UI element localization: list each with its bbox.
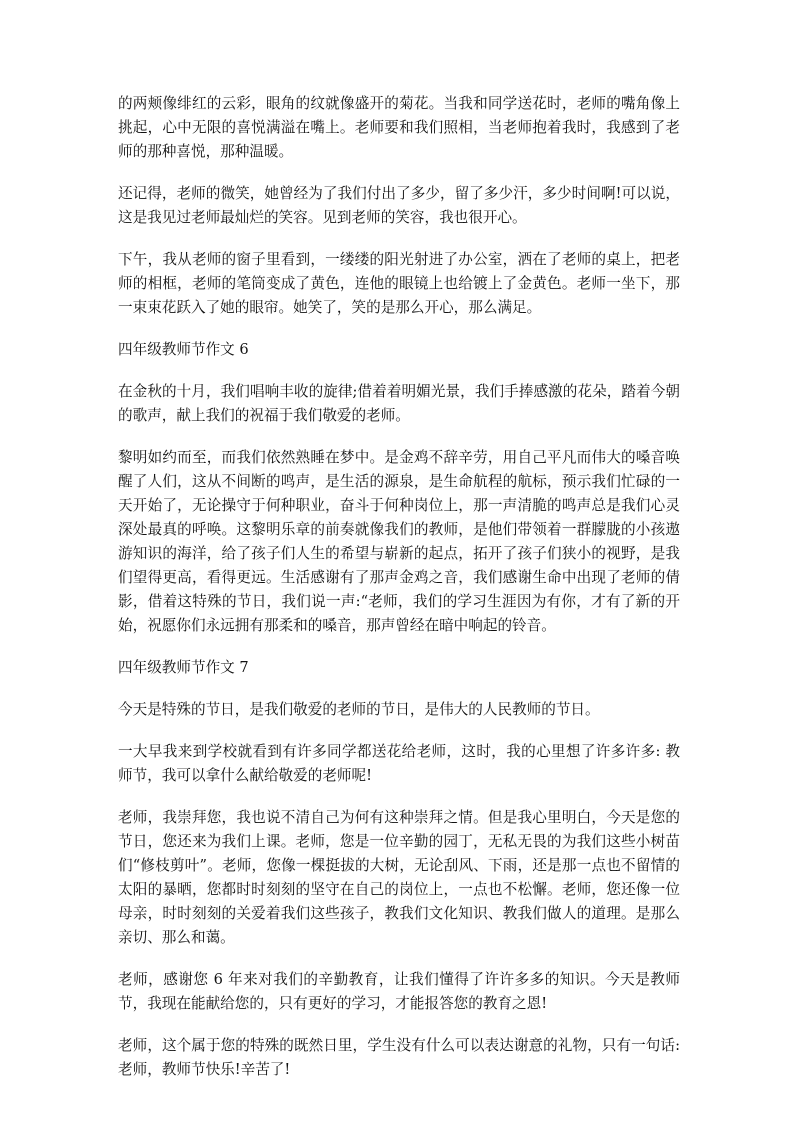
section-heading-6: 四年级教师节作文 6 xyxy=(118,341,249,358)
section-heading-7: 四年级教师节作文 7 xyxy=(118,659,249,676)
paragraph-4: 在金秋的十月，我们唱响丰收的旋律;借着着明媚光景，我们手捧感激的花朵，踏着今朝的歌声，献上我们的祝福于我们敬爱的老师。 xyxy=(118,383,680,424)
paragraph-3: 下午，我从老师的窗子里看到，一缕缕的阳光射进了办公室，洒在了老师的桌上，把老师的相框，老师的笔筒变成了黄色，连他的眼镜上也给镀上了金黄色。老师一坐下，那一束束花跃入了她的眼帘。她笑了，笑的是那么开心，那么满足。 xyxy=(118,251,680,316)
paragraph-5: 黎明如约而至，而我们依然熟睡在梦中。是金鸡不辞辛劳，用自己平凡而伟大的嗓音唤醒了人们，这从不间断的鸣声，是生活的源泉，是生命航程的航标，预示我们忙碌的一天开始了，无论操守于何种职业，奋斗于何种岗位上，那一声清脆的鸣声总是我们心灵深处最真的呼唤。这黎明乐章的前奏就像我们的教师，是他们带领着一群朦胧的小孩遨游知识的海洋，给了孩子们人生的希望与崭新的起点，拓开了孩子们狭小的视野，是我们望得更高，看得更远。生活感谢有了那声金鸡之音，我们感谢生命中出现了老师的倩影，借着这特殊的节日，我们说一声:“老师，我们的学习生涯因为有你，才有了新的开始，祝愿你们永远拥有那柔和的嗓音，那声曾经在暗中响起的铃音。 xyxy=(118,449,680,634)
document-page xyxy=(118,92,680,1100)
paragraph-1: 的两颊像绯红的云彩，眼角的纹就像盛开的菊花。当我和同学送花时，老师的嘴角像上挑起，心中无限的喜悦满溢在嘴上。老师要和我们照相，当老师抱着我时，我感到了老师的那种喜悦，那种温暖。 xyxy=(118,95,680,160)
paragraph-8: 老师，我崇拜您，我也说不清自己为何有这种崇拜之情。但是我心里明白，今天是您的节日，您还来为我们上课。老师，您是一位辛勤的园丁，无私无畏的为我们这些小树苗们“修枝剪叶”。老师，您像一棵挺拔的大树，无论刮风、下雨，还是那一点也不留情的太阳的暴晒，您都时时刻刻的坚守在自己的岗位上，一点也不松懈。老师，您还像一位母亲，时时刻刻的关爱着我们这些孩子，教我们文化知识、教我们做人的道理。是那么亲切、那么和蔼。 xyxy=(118,809,680,946)
paragraph-6: 今天是特殊的节日，是我们敬爱的老师的节日，是伟大的人民教师的节日。 xyxy=(118,701,600,718)
paragraph-2: 还记得，老师的微笑，她曾经为了我们付出了多少，留了多少汗，多少时间啊!可以说，这是我见过老师最灿烂的笑容。见到老师的笑容，我也很开心。 xyxy=(118,185,680,226)
paragraph-7: 一大早我来到学校就看到有许多同学都送花给老师，这时，我的心里想了许多许多: 教师节，我可以拿什么献给敬爱的老师呢! xyxy=(118,743,680,784)
paragraph-9: 老师，感谢您 6 年来对我们的辛勤教育，让我们懂得了许许多多的知识。今天是教师节，我现在能献给您的，只有更好的学习，才能报答您的教育之恩! xyxy=(118,971,680,1012)
paragraph-10: 老师，这个属于您的特殊的既然日里，学生没有什么可以表达谢意的礼物，只有一句话: 老师，教师节快乐!辛苦了! xyxy=(118,1037,680,1078)
